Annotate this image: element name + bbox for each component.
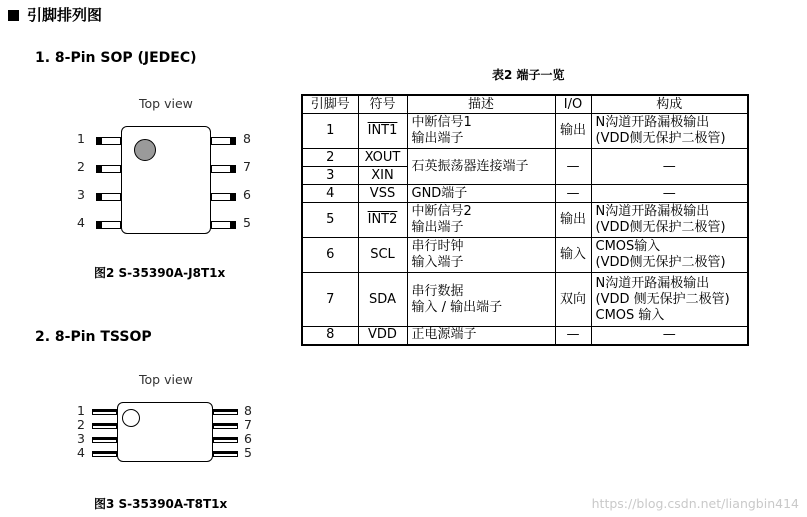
square-bullet-icon (8, 10, 19, 21)
pin-number: 3 (77, 431, 85, 446)
symbol-cell (358, 114, 407, 149)
section-title-text: 引脚排列图 (27, 6, 103, 24)
pin-number: 8 (244, 403, 252, 418)
pin-leg (96, 137, 121, 145)
pin-leg (92, 409, 117, 415)
pin-leg (96, 221, 121, 229)
table-row (302, 327, 748, 345)
desc-line: 输入端子 (411, 255, 464, 270)
config-line: N沟道开路漏极输出 (595, 204, 710, 219)
pin-number: 6 (244, 431, 252, 446)
symbol-cell (358, 203, 407, 238)
pin-number: 4 (77, 215, 85, 230)
column-header: 引脚号 (302, 95, 358, 114)
chip-body (121, 126, 211, 234)
desc-line: 串行数据 (411, 283, 464, 299)
config-cell: — (591, 185, 748, 203)
config-line: (VDD侧无保护二极管) (595, 220, 726, 235)
desc-cell: 石英振荡器连接端子 (407, 149, 555, 185)
pin-cell: 4 (302, 185, 358, 203)
desc-line: 输出端子 (411, 131, 464, 146)
config-line: (VDD侧无保护二极管) (595, 255, 726, 270)
desc-cell (407, 273, 555, 327)
pin-number: 2 (77, 417, 85, 432)
desc-line: 输出端子 (411, 220, 464, 235)
pkg1-top-view-label: Top view (139, 96, 193, 111)
chip-body (117, 402, 213, 462)
pin-number: 8 (243, 131, 251, 146)
table-title: 表2 端子一览 (492, 68, 565, 82)
table-header-row (302, 95, 748, 114)
pin-number: 6 (243, 187, 251, 202)
pin-number: 5 (244, 445, 252, 460)
pin-leg (211, 193, 236, 201)
pin-number: 4 (77, 445, 85, 460)
pin-leg (211, 165, 236, 173)
desc-line: 串行时钟 (411, 239, 464, 254)
table-row (302, 273, 748, 327)
io-cell: 输入 (555, 238, 591, 273)
pin-leg (213, 423, 238, 429)
config-cell (591, 203, 748, 238)
pin-number: 7 (244, 417, 252, 432)
config-cell (591, 114, 748, 149)
pin-leg (213, 409, 238, 415)
pin-number: 2 (77, 159, 85, 174)
symbol-text: INT2 (367, 212, 398, 227)
config-cell: — (591, 327, 748, 345)
pkg1-heading: 1. 8-Pin SOP (JEDEC) (35, 50, 197, 66)
pin-leg (211, 221, 236, 229)
pin-leg (213, 451, 238, 457)
pin-leg (96, 165, 121, 173)
table-row (302, 114, 748, 149)
pin-leg (213, 437, 238, 443)
pin-number: 3 (77, 187, 85, 202)
symbol-text: INT1 (367, 123, 398, 138)
pin-cell: 5 (302, 203, 358, 238)
section-title (8, 4, 102, 25)
config-line: N沟道开路漏极输出 (595, 115, 710, 130)
pin-cell: 8 (302, 327, 358, 345)
pkg2-top-view-label: Top view (139, 372, 193, 387)
pkg1-caption: 图2 S-35390A-J8T1x (94, 266, 226, 280)
pkg2-heading: 2. 8-Pin TSSOP (35, 329, 152, 345)
io-cell: 输出 (555, 203, 591, 238)
pin-leg (92, 437, 117, 443)
sop8-diagram (70, 125, 270, 235)
pin-number: 1 (77, 131, 85, 146)
config-line: N沟道开路漏极输出 (595, 275, 710, 291)
symbol-cell: SDA (358, 273, 407, 327)
pin-cell: 6 (302, 238, 358, 273)
pin-cell: 7 (302, 273, 358, 327)
pin1-marker-icon (122, 409, 140, 427)
column-header: I/O (555, 95, 591, 114)
table-row (302, 203, 748, 238)
pkg2-caption: 图3 S-35390A-T8T1x (94, 497, 228, 511)
table-row (302, 185, 748, 203)
column-header: 描述 (407, 95, 555, 114)
symbol-cell: VDD (358, 327, 407, 345)
desc-cell (407, 114, 555, 149)
symbol-cell: SCL (358, 238, 407, 273)
watermark: https://blog.csdn.net/liangbin414 (591, 496, 799, 511)
pin-leg (211, 137, 236, 145)
config-line: CMOS 输入 (595, 307, 665, 323)
symbol-cell: XOUT (358, 149, 407, 167)
column-header: 构成 (591, 95, 748, 114)
desc-cell (407, 203, 555, 238)
config-cell: — (591, 149, 748, 185)
pin-number: 7 (243, 159, 251, 174)
config-cell (591, 238, 748, 273)
pin-table (301, 94, 749, 346)
desc-cell: 正电源端子 (407, 327, 555, 345)
pin-cell: 3 (302, 167, 358, 185)
pin-leg (92, 423, 117, 429)
config-line: (VDD 侧无保护二极管) (595, 291, 730, 307)
pin-number: 5 (243, 215, 251, 230)
pin-leg (96, 193, 121, 201)
desc-cell: GND端子 (407, 185, 555, 203)
desc-line: 中断信号2 (411, 204, 472, 219)
desc-cell (407, 238, 555, 273)
table-row (302, 149, 748, 167)
config-cell (591, 273, 748, 327)
tssop8-diagram (70, 399, 270, 463)
config-line: CMOS输入 (595, 239, 661, 254)
symbol-cell: XIN (358, 167, 407, 185)
column-header: 符号 (358, 95, 407, 114)
io-cell: — (555, 149, 591, 185)
io-cell: 双向 (555, 273, 591, 327)
desc-line: 中断信号1 (411, 115, 472, 130)
io-cell: 输出 (555, 114, 591, 149)
pin1-marker-icon (134, 139, 156, 161)
desc-line: 输入 / 输出端子 (411, 299, 503, 315)
config-line: (VDD侧无保护二极管) (595, 131, 726, 146)
io-cell: — (555, 327, 591, 345)
pin-cell: 2 (302, 149, 358, 167)
io-cell: — (555, 185, 591, 203)
pin-leg (92, 451, 117, 457)
pin-cell: 1 (302, 114, 358, 149)
table-row (302, 238, 748, 273)
pin-number: 1 (77, 403, 85, 418)
symbol-cell: VSS (358, 185, 407, 203)
